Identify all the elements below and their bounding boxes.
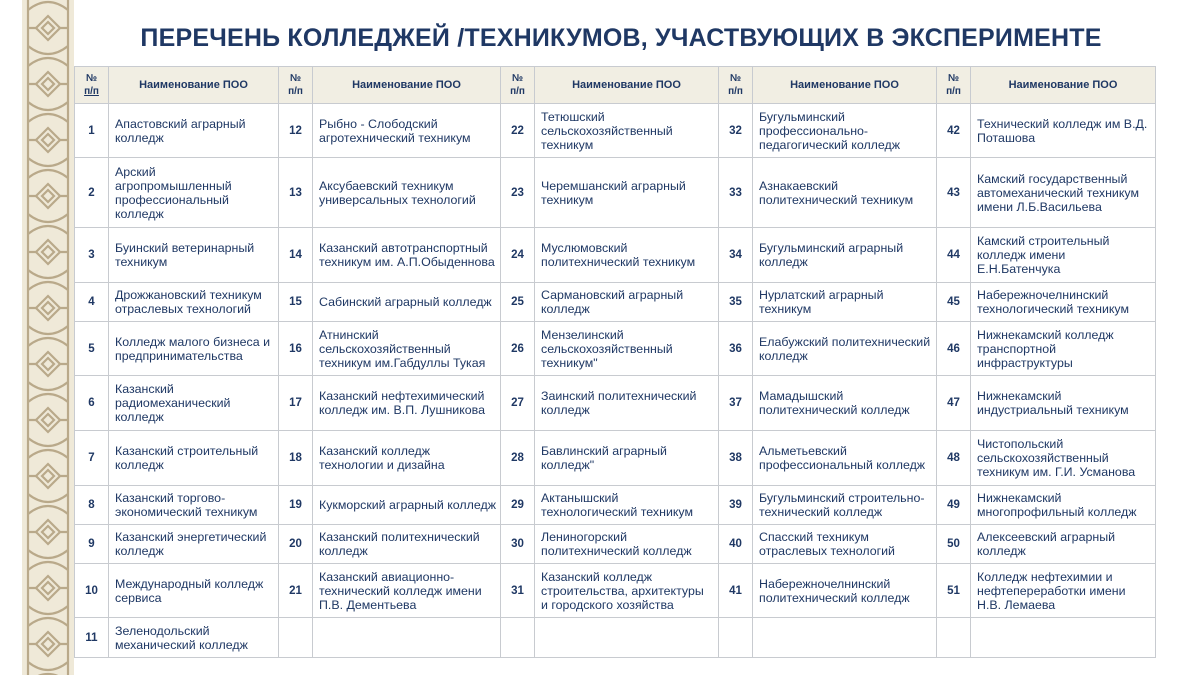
column-header-name: Наименование ПОО xyxy=(971,67,1156,104)
row-number: 19 xyxy=(279,486,313,525)
college-name: Колледж нефтехимии и нефтепереработки имени Н.В. Лемаева xyxy=(971,564,1156,618)
college-name: Казанский колледж технологии и дизайна xyxy=(313,431,501,486)
college-name: Бугульминский профессионально-педагогический колледж xyxy=(753,104,937,158)
row-number: 6 xyxy=(75,376,109,431)
row-number: 51 xyxy=(937,564,971,618)
college-name: Камский строительный колледж имени Е.Н.Батенчука xyxy=(971,228,1156,283)
column-header-name: Наименование ПОО xyxy=(535,67,719,104)
row-number: 44 xyxy=(937,228,971,283)
row-number: 28 xyxy=(501,431,535,486)
college-name: Международный колледж сервиса xyxy=(109,564,279,618)
table-row xyxy=(75,525,1156,564)
row-number: 29 xyxy=(501,486,535,525)
college-name: Казанский строительный колледж xyxy=(109,431,279,486)
table-row xyxy=(75,322,1156,376)
college-name: Нижнекамский индустриальный техникум xyxy=(971,376,1156,431)
row-number: 24 xyxy=(501,228,535,283)
row-number: 13 xyxy=(279,158,313,228)
college-name: Казанский колледж строительства, архитектуры и городского хозяйства xyxy=(535,564,719,618)
college-name: Бавлинский аграрный колледж" xyxy=(535,431,719,486)
row-number: 49 xyxy=(937,486,971,525)
college-name: Зеленодольский механический колледж xyxy=(109,618,279,658)
college-name xyxy=(753,618,937,658)
college-name: Муслюмовский политехнический техникум xyxy=(535,228,719,283)
row-number: 4 xyxy=(75,283,109,322)
college-name xyxy=(971,618,1156,658)
row-number: 34 xyxy=(719,228,753,283)
table-row xyxy=(75,158,1156,228)
row-number: 43 xyxy=(937,158,971,228)
college-name: Нижнекамский колледж транспортной инфраструктуры xyxy=(971,322,1156,376)
row-number: 16 xyxy=(279,322,313,376)
row-number: 47 xyxy=(937,376,971,431)
column-header-name: Наименование ПОО xyxy=(753,67,937,104)
row-number: 8 xyxy=(75,486,109,525)
row-number: 11 xyxy=(75,618,109,658)
column-header-name: Наименование ПОО xyxy=(313,67,501,104)
college-name xyxy=(313,618,501,658)
college-name: Лениногорский политехнический колледж xyxy=(535,525,719,564)
college-name: Нурлатский аграрный техникум xyxy=(753,283,937,322)
row-number xyxy=(937,618,971,658)
row-number: 35 xyxy=(719,283,753,322)
college-name: Рыбно - Слободский агротехнический техникум xyxy=(313,104,501,158)
college-name: Казанский политехнический колледж xyxy=(313,525,501,564)
college-name: Спасский техникум отраслевых технологий xyxy=(753,525,937,564)
college-name: Казанский нефтехимический колледж им. В.П. Лушникова xyxy=(313,376,501,431)
row-number: 21 xyxy=(279,564,313,618)
row-number: 26 xyxy=(501,322,535,376)
college-name: Казанский автотранспортный техникум им. А.П.Обыденнова xyxy=(313,228,501,283)
table-row xyxy=(75,486,1156,525)
row-number: 38 xyxy=(719,431,753,486)
college-name: Колледж малого бизнеса и предпринимательства xyxy=(109,322,279,376)
row-number: 12 xyxy=(279,104,313,158)
college-name: Атнинский сельскохозяйственный техникум им.Габдуллы Тукая xyxy=(313,322,501,376)
row-number: 17 xyxy=(279,376,313,431)
row-number: 2 xyxy=(75,158,109,228)
row-number: 41 xyxy=(719,564,753,618)
college-name: Казанский радиомеханический колледж xyxy=(109,376,279,431)
row-number: 14 xyxy=(279,228,313,283)
college-name: Алексеевский аграрный колледж xyxy=(971,525,1156,564)
table-row xyxy=(75,104,1156,158)
row-number: 5 xyxy=(75,322,109,376)
college-name xyxy=(535,618,719,658)
row-number: 23 xyxy=(501,158,535,228)
college-name: Бугульминский строительно-технический колледж xyxy=(753,486,937,525)
row-number: 37 xyxy=(719,376,753,431)
college-name: Апастовский аграрный колледж xyxy=(109,104,279,158)
column-header-number: № п/п xyxy=(501,67,535,104)
college-name: Аксубаевский техникум универсальных технологий xyxy=(313,158,501,228)
decorative-ornament-border xyxy=(22,0,74,675)
row-number: 46 xyxy=(937,322,971,376)
college-name: Технический колледж им В.Д. Поташова xyxy=(971,104,1156,158)
row-number: 40 xyxy=(719,525,753,564)
college-name: Азнакаевский политехнический техникум xyxy=(753,158,937,228)
row-number: 9 xyxy=(75,525,109,564)
table-row xyxy=(75,431,1156,486)
row-number: 25 xyxy=(501,283,535,322)
college-name: Набережночелнинский технологический техникум xyxy=(971,283,1156,322)
row-number: 7 xyxy=(75,431,109,486)
college-name: Казанский энергетический колледж xyxy=(109,525,279,564)
row-number: 27 xyxy=(501,376,535,431)
table-row xyxy=(75,618,1156,658)
row-number: 30 xyxy=(501,525,535,564)
row-number: 20 xyxy=(279,525,313,564)
column-header-number: № п/п xyxy=(75,67,109,104)
college-name: Мензелинский сельскохозяйственный техникум" xyxy=(535,322,719,376)
column-header-number: № п/п xyxy=(719,67,753,104)
row-number: 39 xyxy=(719,486,753,525)
college-name: Актанышский технологический техникум xyxy=(535,486,719,525)
table-header-row xyxy=(75,67,1156,104)
college-name: Елабужский политехнический колледж xyxy=(753,322,937,376)
column-header-number: № п/п xyxy=(279,67,313,104)
college-name: Заинский политехнический колледж xyxy=(535,376,719,431)
table-row xyxy=(75,376,1156,431)
row-number: 1 xyxy=(75,104,109,158)
college-name: Казанский торгово-экономический техникум xyxy=(109,486,279,525)
college-name: Набережночелнинский политехнический колледж xyxy=(753,564,937,618)
college-name: Мамадышский политехнический колледж xyxy=(753,376,937,431)
row-number: 48 xyxy=(937,431,971,486)
row-number: 33 xyxy=(719,158,753,228)
college-name: Казанский авиационно-технический колледж имени П.В. Дементьева xyxy=(313,564,501,618)
row-number: 50 xyxy=(937,525,971,564)
college-name: Арский агропромышленный профессиональный колледж xyxy=(109,158,279,228)
college-name: Тетюшский сельскохозяйственный техникум xyxy=(535,104,719,158)
college-name: Черемшанский аграрный техникум xyxy=(535,158,719,228)
row-number xyxy=(279,618,313,658)
table-row xyxy=(75,564,1156,618)
column-header-number: № п/п xyxy=(937,67,971,104)
row-number: 42 xyxy=(937,104,971,158)
row-number: 15 xyxy=(279,283,313,322)
row-number xyxy=(501,618,535,658)
table-row xyxy=(75,283,1156,322)
college-name: Нижнекамский многопрофильный колледж xyxy=(971,486,1156,525)
college-name: Сабинский аграрный колледж xyxy=(313,283,501,322)
row-number xyxy=(719,618,753,658)
row-number: 22 xyxy=(501,104,535,158)
college-name: Буинский ветеринарный техникум xyxy=(109,228,279,283)
row-number: 18 xyxy=(279,431,313,486)
college-name: Сармановский аграрный колледж xyxy=(535,283,719,322)
college-name: Чистопольский сельскохозяйственный техникум им. Г.И. Усманова xyxy=(971,431,1156,486)
college-name: Альметьевский профессиональный колледж xyxy=(753,431,937,486)
row-number: 45 xyxy=(937,283,971,322)
college-name: Кукморский аграрный колледж xyxy=(313,486,501,525)
college-name: Камский государственный автомеханический техникум имени Л.Б.Васильева xyxy=(971,158,1156,228)
row-number: 3 xyxy=(75,228,109,283)
row-number: 36 xyxy=(719,322,753,376)
page-title: ПЕРЕЧЕНЬ КОЛЛЕДЖЕЙ /ТЕХНИКУМОВ, УЧАСТВУЮЩИХ В ЭКСПЕРИМЕНТЕ xyxy=(140,24,1102,52)
row-number: 31 xyxy=(501,564,535,618)
table-row xyxy=(75,228,1156,283)
college-name: Бугульминский аграрный колледж xyxy=(753,228,937,283)
college-name: Дрожжановский техникум отраслевых технологий xyxy=(109,283,279,322)
colleges-table xyxy=(74,66,1156,658)
row-number: 10 xyxy=(75,564,109,618)
column-header-name: Наименование ПОО xyxy=(109,67,279,104)
row-number: 32 xyxy=(719,104,753,158)
